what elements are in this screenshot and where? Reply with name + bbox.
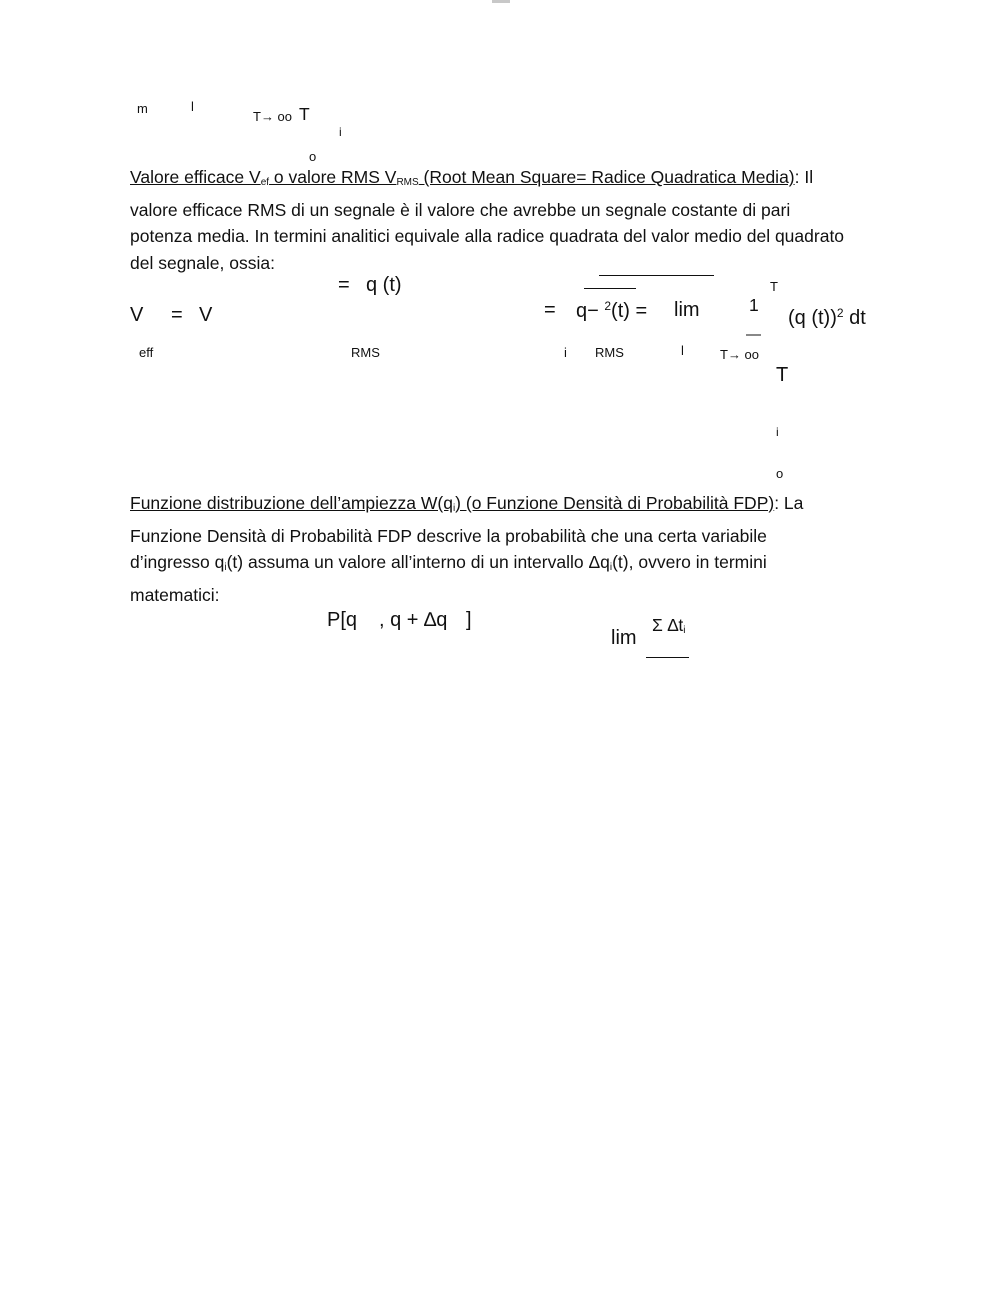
fdp-heading-sub: i: [452, 503, 456, 514]
fdp-p-close: ]: [466, 609, 472, 631]
rms-heading-tail: : Il: [794, 167, 814, 187]
fdp-line-3-c: (t), ovvero in termini: [612, 552, 767, 572]
formula-integrand-a: (q (t)): [788, 307, 837, 329]
rms-heading-sub-ef: ef: [260, 177, 270, 188]
formula-fraction-bar: —: [746, 326, 761, 343]
formula-sub-l: l: [681, 343, 684, 358]
sqrt-overline: [599, 275, 714, 276]
fdp-heading-line: [130, 490, 850, 523]
fragment-o: o: [309, 149, 317, 164]
fdp-line-3-sub: i: [224, 562, 227, 573]
formula-sub-i: i: [564, 345, 567, 360]
formula-fraction-one: 1: [749, 295, 759, 315]
fdp-paragraph: [130, 490, 850, 608]
rms-heading: [130, 167, 795, 187]
rms-paragraph: [130, 164, 850, 276]
formula-fraction-T: T: [776, 364, 789, 386]
fdp-heading-b: ) (o Funzione Densità di Probabilità FDP): [455, 493, 775, 513]
rms-heading-a: Valore efficace V: [130, 167, 261, 187]
fdp-p-rest: , q + ∆q: [379, 609, 448, 631]
fdp-line-3-b: (t) assuma un valore all’interno di un intervallo Δq: [226, 552, 610, 572]
formula-q-mean: [576, 300, 647, 321]
formula-limit: T→ oo: [720, 347, 760, 362]
formula-q-of-t: q (t): [366, 274, 402, 296]
formula-lim: lim: [674, 299, 700, 321]
formula-v-eff: V: [130, 304, 144, 326]
fdp-heading: [130, 493, 774, 513]
formula-sub-eff: eff: [139, 345, 154, 360]
fdp-lim: lim: [611, 627, 637, 649]
formula-equals-1: =: [171, 304, 183, 326]
formula-q-bar-exp: 2: [604, 299, 612, 313]
rms-body: valore efficace RMS di un segnale è il valore che avrebbe un segnale costante di pari potenza media. In termini analitici equivale alla radice quadrata del valor medio del quadrato del segnale, ossia:: [130, 199, 845, 273]
fdp-sum-sub: i: [683, 625, 686, 636]
formula-equals-2: =: [544, 299, 556, 321]
formula-integral-upper-T: T: [770, 279, 778, 294]
fdp-heading-tail: : La: [774, 493, 804, 513]
formula-q-bar-t: (t) =: [611, 300, 648, 322]
formula-sub-rms: RMS: [351, 345, 380, 360]
rms-heading-b: o valore RMS V: [269, 167, 397, 187]
fdp-heading-a: Funzione distribuzione dell’ampiezza W(q: [130, 493, 453, 513]
page-header-mark: [492, 0, 510, 3]
formula-sub-rms-2: RMS: [595, 345, 624, 360]
formula-integral-lower-i: i: [776, 425, 779, 439]
formula-integrand-b: dt: [843, 307, 866, 329]
fragment-T: T: [299, 104, 310, 124]
formula-integrand: [788, 307, 866, 328]
fdp-p-open: P[q: [327, 609, 358, 631]
fdp-sum-text: Σ ∆t: [652, 615, 684, 635]
fragment-i: i: [339, 125, 342, 139]
fragment-m: m: [137, 101, 148, 116]
fragment-limit: T→ oo: [253, 109, 293, 124]
fdp-line-2: Funzione Densità di Probabilità FDP descrive la probabilità che una certa variabile: [130, 525, 767, 546]
formula-q-bar: q−: [576, 300, 605, 322]
formula-equals-q: =: [338, 274, 350, 296]
formula-integral-lower-o: o: [776, 466, 784, 481]
formula-v-rms: V: [199, 304, 213, 326]
fdp-sum: [652, 617, 685, 636]
fdp-line-3-a: d’ingresso q: [130, 552, 225, 572]
rms-heading-sub-rms: RMS: [396, 177, 419, 188]
mean-overline: [584, 288, 636, 289]
rms-heading-line: [130, 164, 850, 197]
fragment-l: l: [191, 99, 194, 114]
fdp-line-4: matematici:: [130, 584, 220, 605]
rms-heading-c: (Root Mean Square= Radice Quadratica Media): [418, 167, 795, 187]
fdp-line-3-sub-2: i: [609, 562, 613, 573]
fdp-line-3: [130, 549, 850, 582]
fdp-fraction-line: [646, 657, 689, 658]
formula-integrand-exp: 2: [836, 306, 844, 320]
